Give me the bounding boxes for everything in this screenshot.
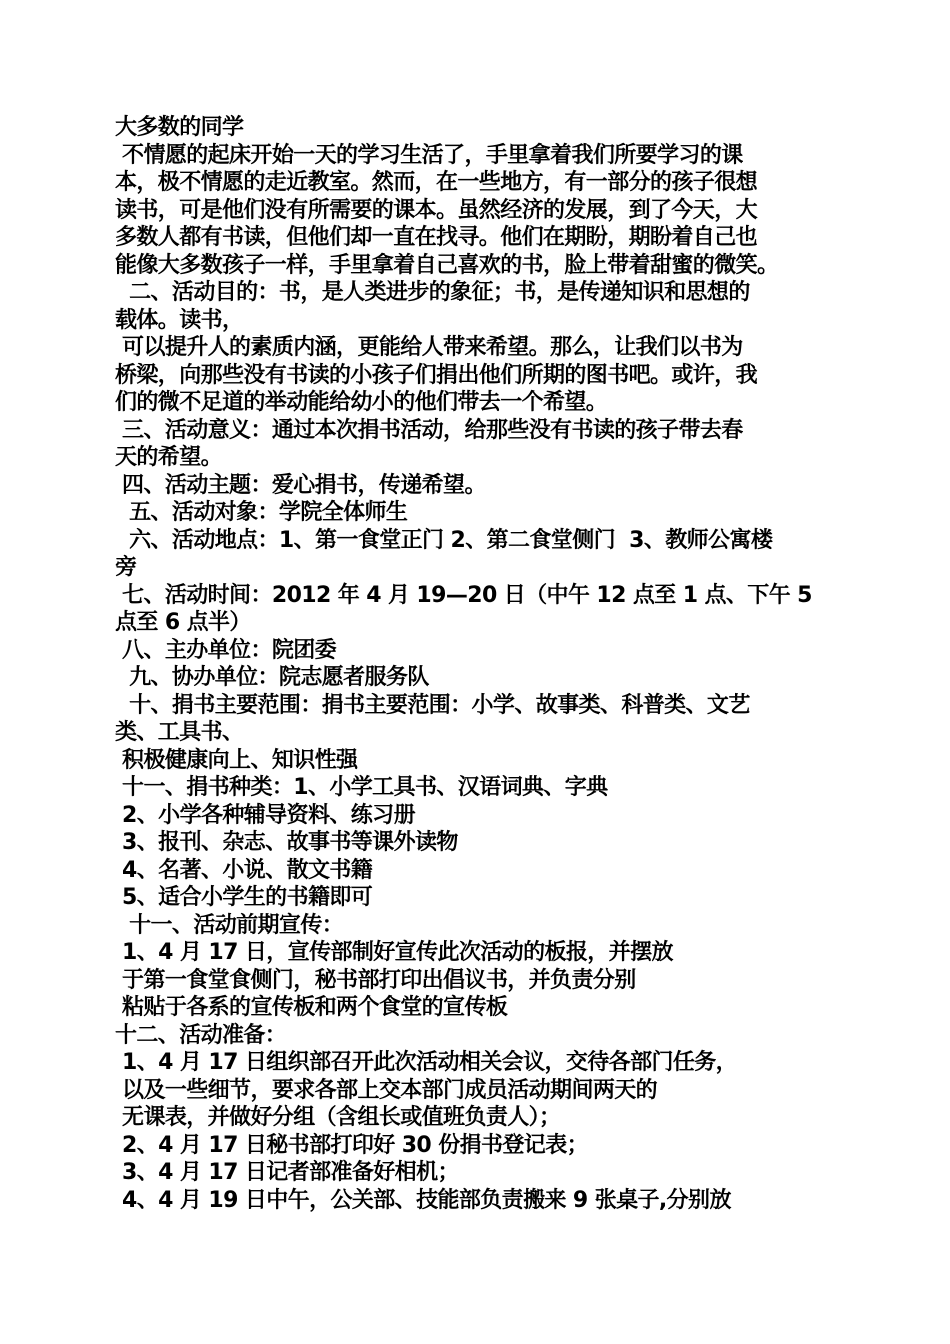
section-heading-preparation: 十二、活动准备： <box>115 1022 287 1048</box>
text-line: 以及一些细节，要求各部上交本部门成员活动期间两天的 <box>115 1077 658 1103</box>
text-line: 天的希望。 <box>115 445 223 470</box>
section-heading-publicity: 十一、活动前期宣传： <box>115 912 344 938</box>
text-line: 点至 6 点半） <box>115 610 251 635</box>
section-heading-audience: 五、活动对象：学院全体师生 <box>115 500 408 525</box>
list-item: 2、4 月 17 日秘书部打印好 30 份捐书登记表； <box>115 1132 589 1158</box>
list-item: 5、适合小学生的书籍即可 <box>115 885 373 910</box>
text-line: 旁 <box>115 555 137 580</box>
text-line: 读书，可是他们没有所需要的课本。虽然经济的发展，到了今天，大 <box>115 197 758 223</box>
section-heading-theme: 四、活动主题：爱心捐书，传递希望。 <box>115 472 486 498</box>
section-heading-purpose: 二、活动目的：书，是人类进步的象征；书，是传递知识和思想的 <box>115 280 750 305</box>
text-line: 于第一食堂食侧门，秘书部打印出倡议书，并负责分别 <box>115 967 636 993</box>
text-line: 可以提升人的素质内涵，更能给人带来希望。那么，让我们以书为 <box>115 335 743 360</box>
section-heading-scope: 十、捐书主要范围：捐书主要范围：小学、故事类、科普类、文艺 <box>115 692 750 718</box>
text-line: 类、工具书、 <box>115 720 244 745</box>
list-item: 4、4 月 19 日中午，公关部、技能部负责搬来 9 张桌子,分别放 <box>115 1187 731 1213</box>
text-line: 不情愿的起床开始一天的学习生活了，手里拿着我们所要学习的课 <box>115 142 743 168</box>
section-heading-significance: 三、活动意义：通过本次捐书活动，给那些没有书读的孩子带去春 <box>115 417 743 443</box>
text-line: 大多数的同学 <box>115 115 244 140</box>
text-line: 载体。读书， <box>115 307 244 333</box>
text-line: 们的微不足道的举动能给幼小的他们带去一个希望。 <box>115 390 608 415</box>
text-line: 多数人都有书读，但他们却一直在找寻。他们在期盼，期盼着自己也 <box>115 225 758 250</box>
list-item: 4、名著、小说、散文书籍 <box>115 857 373 883</box>
text-line: 桥梁，向那些没有书读的小孩子们捐出他们所期的图书吧。或许，我 <box>115 362 758 388</box>
list-item: 3、报刊、杂志、故事书等课外读物 <box>115 830 458 855</box>
section-heading-time: 七、活动时间：2012 年 4 月 19—20 日（中午 12 点至 1 点、下午 5 <box>115 582 812 608</box>
section-heading-location: 六、活动地点：1、第一食堂正门 2、第二食堂侧门 3、教师公寓楼 <box>115 527 773 553</box>
document-body <box>115 114 850 1214</box>
text-line: 能像大多数孩子一样，手里拿着自己喜欢的书，脸上带着甜蜜的微笑。 <box>115 252 779 278</box>
list-item: 1、4 月 17 日，宣传部制好宣传此次活动的板报，并摆放 <box>115 940 673 965</box>
text-line: 本，极不情愿的走近教室。然而，在一些地方，有一部分的孩子很想 <box>115 170 758 195</box>
list-item: 3、4 月 17 日记者部准备好相机； <box>115 1160 459 1185</box>
section-heading-organizer: 八、主办单位：院团委 <box>115 637 337 663</box>
section-heading-co-organizer: 九、协办单位：院志愿者服务队 <box>115 665 429 690</box>
list-item: 1、4 月 17 日组织部召开此次活动相关会议，交待各部门任务， <box>115 1050 738 1075</box>
list-item: 2、小学各种辅导资料、练习册 <box>115 802 415 828</box>
text-line: 无课表，并做好分组（含组长或值班负责人）； <box>115 1105 561 1130</box>
section-heading-book-types: 十一、捐书种类：1、小学工具书、汉语词典、字典 <box>115 775 608 800</box>
text-line: 积极健康向上、知识性强 <box>115 747 358 773</box>
text-line: 粘贴于各系的宣传板和两个食堂的宣传板 <box>115 995 508 1020</box>
